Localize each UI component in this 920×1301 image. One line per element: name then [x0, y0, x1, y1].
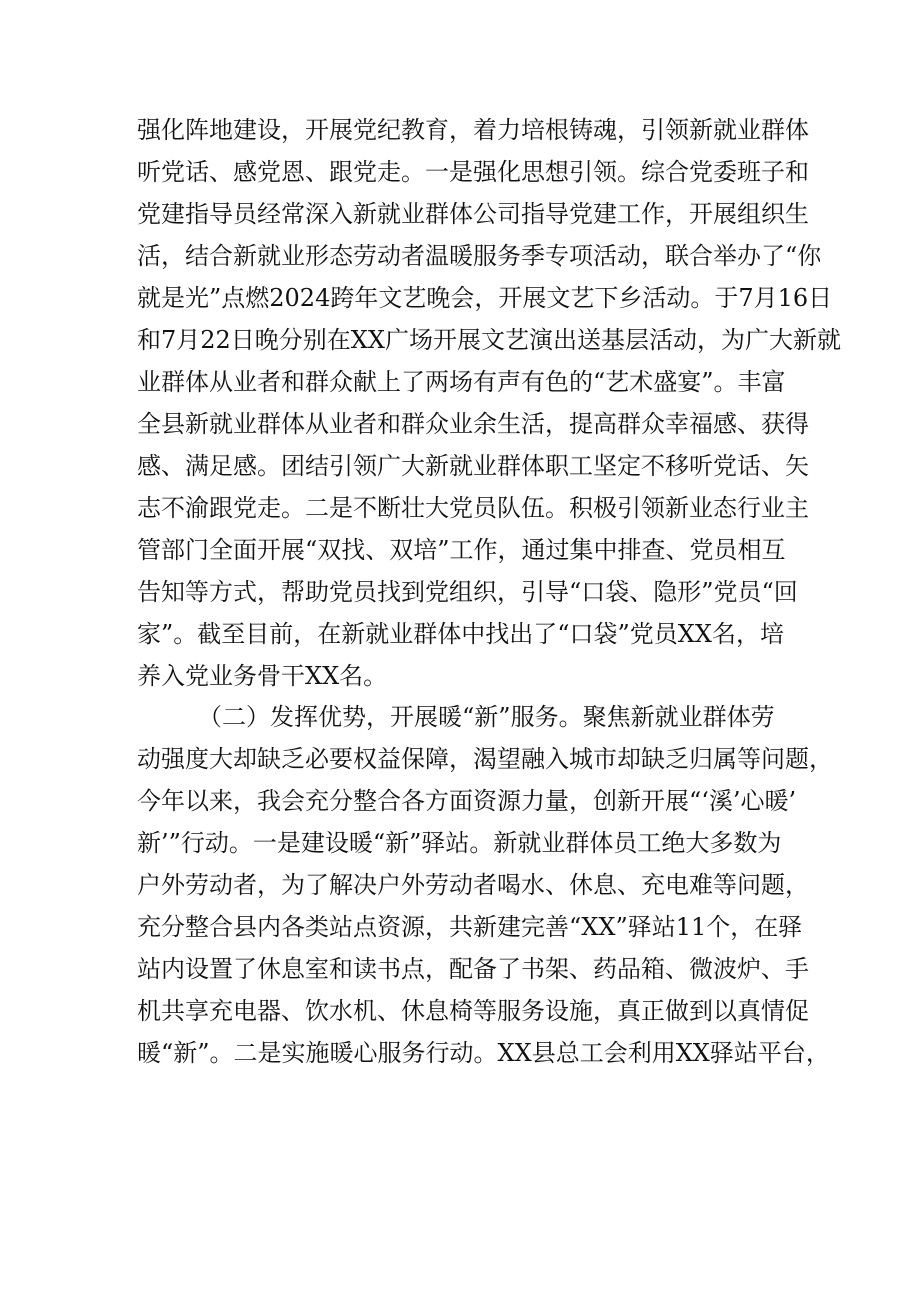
text-line: 动强度大却缺乏必要权益保障，渴望融入城市却缺乏归属等问题，: [137, 745, 833, 773]
text-line: 活，结合新就业形态劳动者温暖服务季专项活动，联合举办了“你: [137, 242, 822, 270]
text-line: 管部门全面开展“双找、双培”工作，通过集中排查、党员相互: [137, 536, 786, 564]
section-heading-line: （二）发挥优势，开展暖“新”服务。聚焦新就业群体劳: [137, 703, 775, 731]
paragraph-2: [137, 696, 833, 1074]
text-line: 感、满足感。团结引领广大新就业群体职工坚定不移听党话、矢: [137, 452, 809, 480]
text-line: 全县新就业群体从业者和群众业余生活，提高群众幸福感、获得: [137, 410, 809, 438]
text-line: 户外劳动者，为了解决户外劳动者喝水、休息、充电难等问题，: [137, 871, 809, 899]
text-line: 充分整合县内各类站点资源，共新建完善“XX”驿站11个，在驿: [137, 913, 803, 941]
text-line: 听党话、感党恩、跟党走。一是强化思想引领。综合党委班子和: [137, 158, 809, 186]
text-line: 志不渝跟党走。二是不断壮大党员队伍。积极引领新业态行业主: [137, 494, 809, 522]
text-line: 就是光”点燃2024跨年文艺晚会，开展文艺下乡活动。于7月16日: [137, 284, 833, 312]
text-line: 机共享充电器、饮水机、休息椅等服务设施，真正做到以真情促: [137, 997, 809, 1025]
text-line: 站内设置了休息室和读书点，配备了书架、药品箱、微波炉、手: [137, 955, 809, 983]
text-line: 暖“新”。二是实施暖心服务行动。XX县总工会利用XX驿站平台，: [137, 1039, 830, 1067]
text-line: 今年以来，我会充分整合各方面资源力量，创新开展“‘溪’心暖’: [137, 787, 797, 815]
text-line: 养入党业务骨干XX名。: [137, 662, 388, 690]
text-line: 家”。截至目前，在新就业群体中找出了“口袋”党员XX名，培: [137, 620, 784, 648]
text-line: 新’”行动。一是建设暖“新”驿站。新就业群体员工绝大多数为: [137, 829, 782, 857]
text-line: 业群体从业者和群众献上了两场有声有色的“艺术盛宴”。丰富: [137, 368, 786, 396]
text-line: 告知等方式，帮助党员找到党组织，引导“口袋、隐形”党员“回: [137, 578, 798, 606]
text-line: 和7月22日晚分别在XX广场开展文艺演出送基层活动，为广大新就: [137, 326, 841, 354]
text-line: 党建指导员经常深入新就业群体公司指导党建工作，开展组织生: [137, 200, 809, 228]
text-line: 强化阵地建设，开展党纪教育，着力培根铸魂，引领新就业群体: [137, 116, 809, 144]
paragraph-1: [137, 109, 841, 697]
